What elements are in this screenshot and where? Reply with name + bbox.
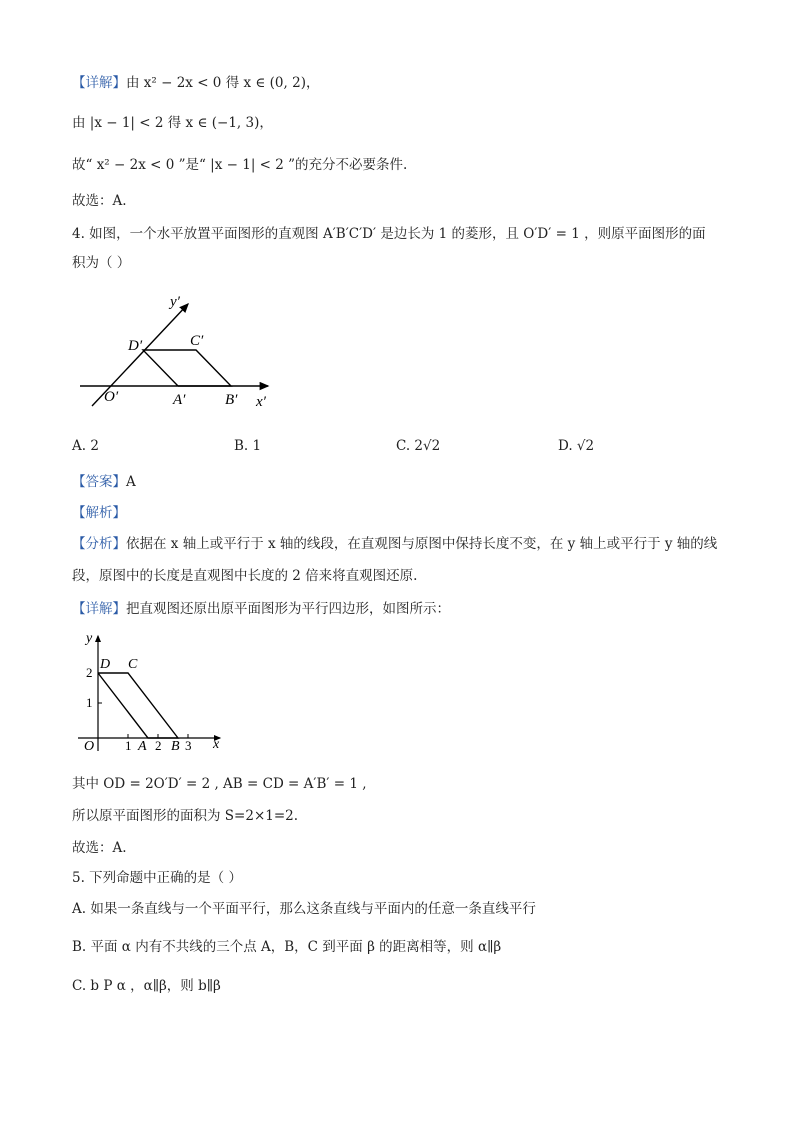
parallelogram	[98, 673, 178, 738]
option-d: D. √2	[558, 438, 595, 454]
answer-line	[72, 472, 136, 492]
question-5-stem: 5. 下列命题中正确的是（ ）	[72, 870, 242, 886]
analysis-sub-tag: 【分析】	[72, 536, 126, 552]
question-5-option-c: C. b P α ，α∥β，则 b∥β	[72, 978, 221, 994]
label-o2: O	[84, 739, 95, 754]
tick-y-1: 1	[86, 695, 93, 710]
label-d: D′	[128, 338, 143, 354]
detail2-tag: 【详解】	[72, 601, 126, 617]
detail-tag: 【详解】	[72, 75, 126, 91]
detail-line-4: 故选：A.	[72, 193, 127, 209]
label-x2: x	[213, 737, 220, 752]
detail2-text: 把直观图还原出原平面图形为平行四边形，如图所示：	[126, 601, 450, 617]
analysis-line-2: 段，原图中的长度是直观图中长度的 2 倍来将直观图还原.	[72, 568, 418, 584]
figure-original	[70, 626, 240, 756]
detail-line-3: 故“ x² − 2x < 0 ”是“ |x − 1| < 2 ”的充分不必要条件.	[72, 157, 408, 173]
option-a: A. 2	[72, 438, 99, 454]
label-b2: B	[171, 739, 180, 754]
label-a: A′	[173, 392, 186, 408]
tick-x-1: 1	[125, 738, 132, 753]
question-4-stem: 4. 如图，一个水平放置平面图形的直观图 A′B′C′D′ 是边长为 1 的菱形，且 O′D′ = 1 ，则原平面图形的面	[72, 226, 706, 242]
tick-x-3: 3	[185, 738, 192, 753]
detail2-line	[72, 599, 450, 619]
analysis-line-1	[72, 534, 717, 554]
option-c: C. 2√2	[396, 438, 441, 454]
label-c2: C	[128, 657, 138, 672]
detail-line-1	[72, 73, 319, 93]
analysis-text-1: 依据在 x 轴上或平行于 x 轴的线段，在直观图与原图中保持长度不变，在 y 轴上或平行于 y 轴的线	[126, 536, 718, 552]
label-x: x′	[256, 394, 266, 410]
solution-line-1: 其中 OD = 2O′D′ = 2 , AB = CD = A′B′ = 1 ,	[72, 776, 367, 792]
label-y: y′	[170, 294, 180, 310]
answer-tag: 【答案】	[72, 474, 126, 490]
label-d2: D	[100, 657, 111, 672]
detail-line-2: 由 |x − 1| < 2 得 x ∈ (−1, 3)，	[72, 115, 273, 131]
label-b: B′	[225, 392, 238, 408]
question-4-stem-cont: 积为（ ）	[72, 255, 131, 271]
tick-y-2: 2	[86, 665, 93, 680]
detail-line-1-text: 由 x² − 2x < 0 得 x ∈ (0, 2)，	[126, 75, 320, 91]
solution-line-3: 故选：A.	[72, 840, 127, 856]
label-y2: y	[86, 631, 93, 646]
answer-value: A	[126, 474, 136, 490]
question-5-option-b: B. 平面 α 内有不共线的三个点 A，B，C 到平面 β 的距离相等，则 α∥β	[72, 939, 502, 955]
figure-oblique-view	[70, 288, 290, 418]
label-a2: A	[138, 739, 147, 754]
analysis-tag: 【解析】	[72, 505, 126, 521]
label-c: C′	[190, 333, 204, 349]
option-b: B. 1	[234, 438, 262, 454]
label-o: O′	[104, 389, 119, 405]
analysis-heading	[72, 503, 126, 523]
tick-x-2: 2	[155, 738, 162, 753]
solution-line-2: 所以原平面图形的面积为 S=2×1=2.	[72, 808, 299, 824]
rhombus	[143, 350, 231, 386]
question-5-option-a: A. 如果一条直线与一个平面平行，那么这条直线与平面内的任意一条直线平行	[72, 901, 536, 917]
